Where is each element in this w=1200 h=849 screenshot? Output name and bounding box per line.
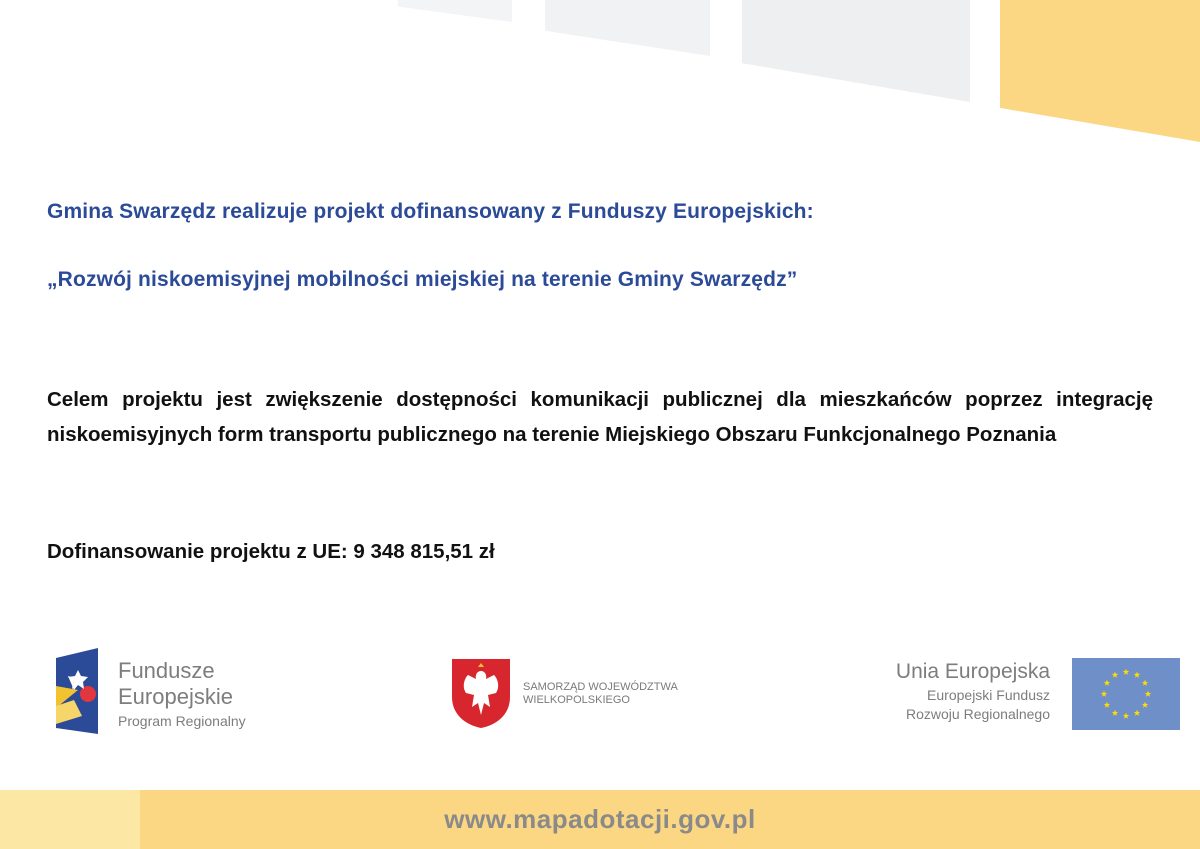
decorative-shape [545, 0, 710, 56]
footer-url[interactable]: www.mapadotacji.gov.pl [444, 804, 756, 834]
unia-line1: Unia Europejska [895, 660, 1050, 683]
decorative-shape [398, 0, 512, 22]
unia-europejska-logo [860, 658, 1180, 730]
fundusze-europejskie-logo [52, 646, 282, 736]
fundusze-europejskie-icon [52, 646, 100, 736]
page-title: Gmina Swarzędz realizuje projekt dofinansowany z Funduszy Europejskich: [47, 200, 814, 223]
unia-line2: Europejski Fundusz [927, 687, 1050, 703]
samorzad-line1: SAMORZĄD WOJEWÓDZTWA [523, 681, 678, 693]
fundusze-line1: Fundusze [118, 658, 215, 683]
footer-bar [0, 790, 1200, 849]
fundusze-line3: Program Regionalny [118, 713, 246, 729]
funding-amount: Dofinansowanie projektu z UE: 9 348 815,51 zł [47, 540, 495, 563]
decorative-shape-yellow [1000, 0, 1200, 142]
decorative-shape [742, 0, 970, 102]
samorzad-line2: WIELKOPOLSKIEGO [523, 694, 630, 706]
fundusze-line2: Europejskie [118, 684, 233, 709]
project-name: „Rozwój niskoemisyjnej mobilności miejskiej na terenie Gminy Swarzędz” [47, 268, 798, 291]
coat-of-arms-eagle-icon [450, 657, 512, 729]
samorzad-logo [450, 657, 710, 729]
unia-line3: Rozwoju Regionalnego [906, 706, 1050, 722]
eu-flag-icon [1072, 658, 1180, 730]
project-goal: Celem projektu jest zwiększenie dostępności komunikacji publicznej dla mieszkańców poprzez integrację niskoemisyjnych form transportu publicznego na terenie Miejskiego Obszaru Funkcjonalnego Poznania [47, 388, 1153, 446]
